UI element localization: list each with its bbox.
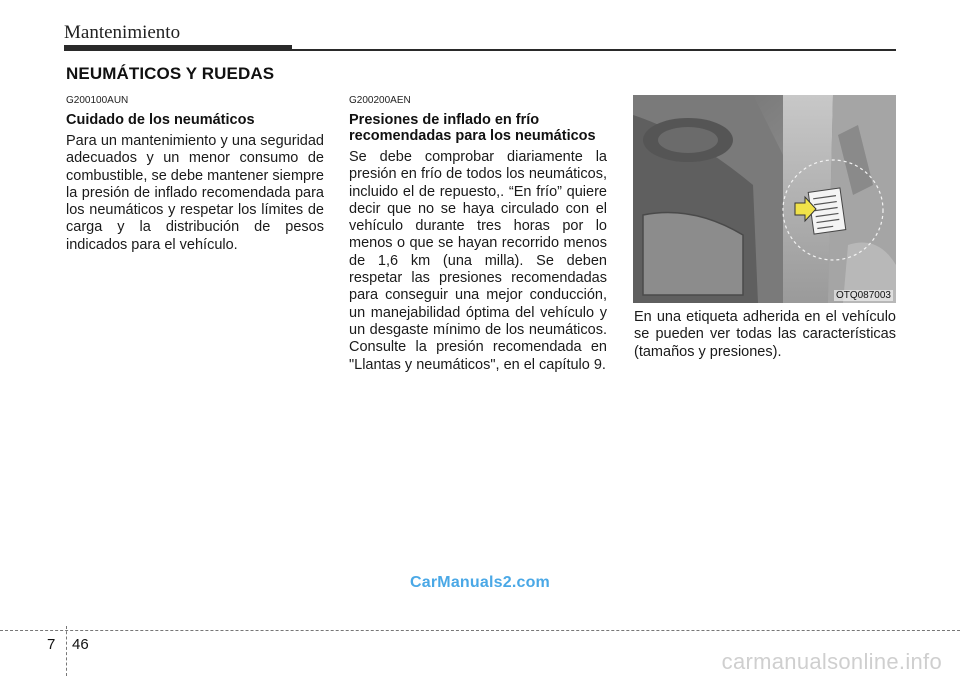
footer-rule xyxy=(0,630,960,631)
door-pillar-label-figure xyxy=(633,95,896,303)
column-tire-care xyxy=(66,95,324,254)
reference-code: G200200AEN xyxy=(349,95,411,106)
paragraph-label-description: En una etiqueta adherida en el vehículo se pueden ver todas las características (tamaños y presiones). xyxy=(634,309,896,360)
section-title: NEUMÁTICOS Y RUEDAS xyxy=(66,64,275,83)
page-number: 46 xyxy=(72,636,89,653)
column-inflation-pressure xyxy=(349,95,607,374)
header-rule-thick xyxy=(64,45,292,51)
running-header: Mantenimiento xyxy=(64,22,181,43)
chapter-number: 7 xyxy=(47,636,56,653)
column-label-description xyxy=(634,309,896,361)
watermark-link[interactable]: CarManuals2.com xyxy=(410,574,550,591)
subheading-tire-care: Cuidado de los neumáticos xyxy=(66,112,255,128)
door-pillar-illustration xyxy=(633,95,896,303)
site-watermark: carmanualsonline.info xyxy=(721,649,942,674)
paragraph-tire-care: Para un mantenimiento y una seguridad adecuados y un menor consumo de combustible, se debe mantener siempre la presión de inflado recomendada para los neumáticos y respetar los límites de carga y la distribución de pesos indicados para el vehículo. xyxy=(66,133,324,253)
reference-code: G200100AUN xyxy=(66,95,129,106)
header-rule-thin xyxy=(292,49,896,51)
figure-caption: OTQ087003 xyxy=(835,290,891,301)
subheading-inflation-pressure: Presiones de inflado en frío recomendadas para los neumáticos xyxy=(349,112,596,144)
paragraph-inflation-pressure: Se debe comprobar diariamente la presión en frío de todos los neumáticos, incluido el de repuesto,. “En frío” quiere decir que no se haya circulado con el vehículo durante tres horas por lo menos o que se hayan recorrido menos de 1,6 km (una milla). Se deben respetar las presiones recomendadas para conseguir una mejor conducción, un manejabilidad óptima del vehículo y un desgaste mínimo de los neumáticos. Consulte la presión recomendada en "Llantas y neumáticos", en el capítulo 9. xyxy=(349,149,607,373)
footer-divider xyxy=(66,626,67,676)
